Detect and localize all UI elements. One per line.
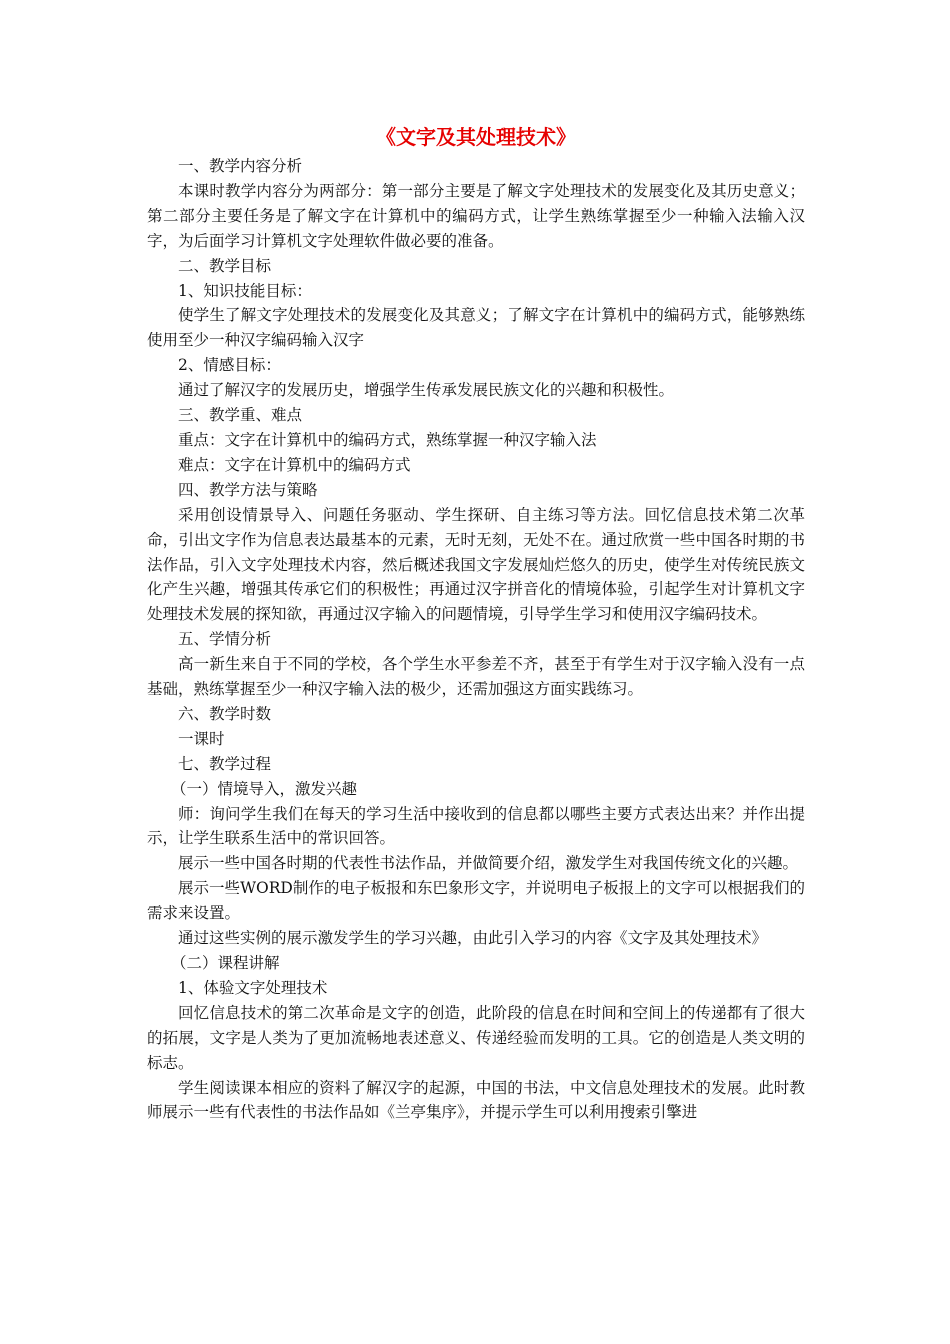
section-heading: 四、教学方法与策略	[178, 480, 318, 499]
subsection-heading: （二）课程讲解	[171, 954, 280, 972]
section-heading: 一、教学内容分析	[178, 157, 303, 175]
subsection-heading: 1、知识技能目标：	[178, 281, 312, 300]
body-paragraph: 本课时教学内容分为两部分：第一部分主要是了解文字处理技术的发展变化及其历史意义；第二部分主要任务是了解文字在计算机中的编码方式，让学生熟练掌握至少一种输入法输入汉字，为后面学习计算机文字处理软件做必要的准备。	[147, 181, 805, 250]
section-heading: 五、学情分析	[178, 630, 272, 649]
body-paragraph: 回忆信息技术的第二次革命是文字的创造，此阶段的信息在时间和空间上的传递都有了很大的拓展，文字是人类为了更加流畅地表述意义、传递经验而发明的工具。它的创造是人类文明的标志。	[147, 1003, 805, 1072]
body-paragraph: 师：询问学生我们在每天的学习生活中接收到的信息都以哪些主要方式表达出来？并作出提示，让学生联系生活中的常识回答。	[147, 804, 805, 848]
body-paragraph: 难点：文字在计算机中的编码方式	[178, 455, 411, 474]
body-paragraph: 学生阅读课本相应的资料了解汉字的起源，中国的书法，中文信息处理技术的发展。此时教师展示一些有代表性的书法作品如《兰亭集序》，并提示学生可以利用搜索引擎进	[147, 1078, 805, 1122]
body-paragraph: 高一新生来自于不同的学校，各个学生水平参差不齐，甚至于有学生对于汉字输入没有一点基础，熟练掌握至少一种汉字输入法的极少，还需加强这方面实践练习。	[147, 655, 805, 699]
body-paragraph: 通过这些实例的展示激发学生的学习兴趣，由此引入学习的内容《文字及其处理技术》	[178, 929, 768, 948]
body-paragraph: 一课时	[178, 729, 225, 748]
body-paragraph: 展示一些中国各时期的代表性书法作品，并做简要介绍，激发学生对我国传统文化的兴趣。	[178, 854, 799, 873]
body-paragraph: 通过了解汉字的发展历史，增强学生传承发展民族文化的兴趣和积极性。	[178, 381, 675, 400]
section-heading: 三、教学重、难点	[178, 406, 303, 425]
subsection-heading: （一）情境导入，激发兴趣	[171, 779, 358, 798]
body-paragraph: 采用创设情景导入、问题任务驱动、学生探研、自主练习等方法。回忆信息技术第二次革命，引出文字作为信息表达最基本的元素，无时无刻，无处不在。通过欣赏一些中国各时期的书法作品，引入文字处理技术内容，然后概述我国文字发展灿烂悠久的历史，使学生对传统民族文化产生兴趣，增强其传承它们的积极性；再通过汉字拼音化的情境体验，引起学生对计算机文字处理技术发展的探知欲，再通过汉字输入的问题情境，引导学生学习和使用汉字编码技术。	[147, 505, 805, 624]
document-page	[147, 122, 805, 1125]
section-heading: 二、教学目标	[178, 256, 272, 275]
section-heading: 六、教学时数	[178, 704, 272, 723]
body-paragraph: 展示一些WORD制作的电子板报和东巴象形文字，并说明电子板报上的文字可以根据我们的需求来设置。	[147, 879, 805, 923]
body-paragraph: 使学生了解文字处理技术的发展变化及其意义；了解文字在计算机中的编码方式，能够熟练使用至少一种汉字编码输入汉字	[147, 306, 805, 350]
subsection-heading: 1、体验文字处理技术	[178, 978, 328, 997]
document-title: 《文字及其处理技术》	[376, 125, 576, 149]
body-paragraph: 重点：文字在计算机中的编码方式，熟练掌握一种汉字输入法	[178, 430, 597, 449]
section-heading: 七、教学过程	[178, 754, 272, 773]
subsection-heading: 2、情感目标：	[178, 356, 281, 375]
document-body	[147, 154, 805, 1125]
